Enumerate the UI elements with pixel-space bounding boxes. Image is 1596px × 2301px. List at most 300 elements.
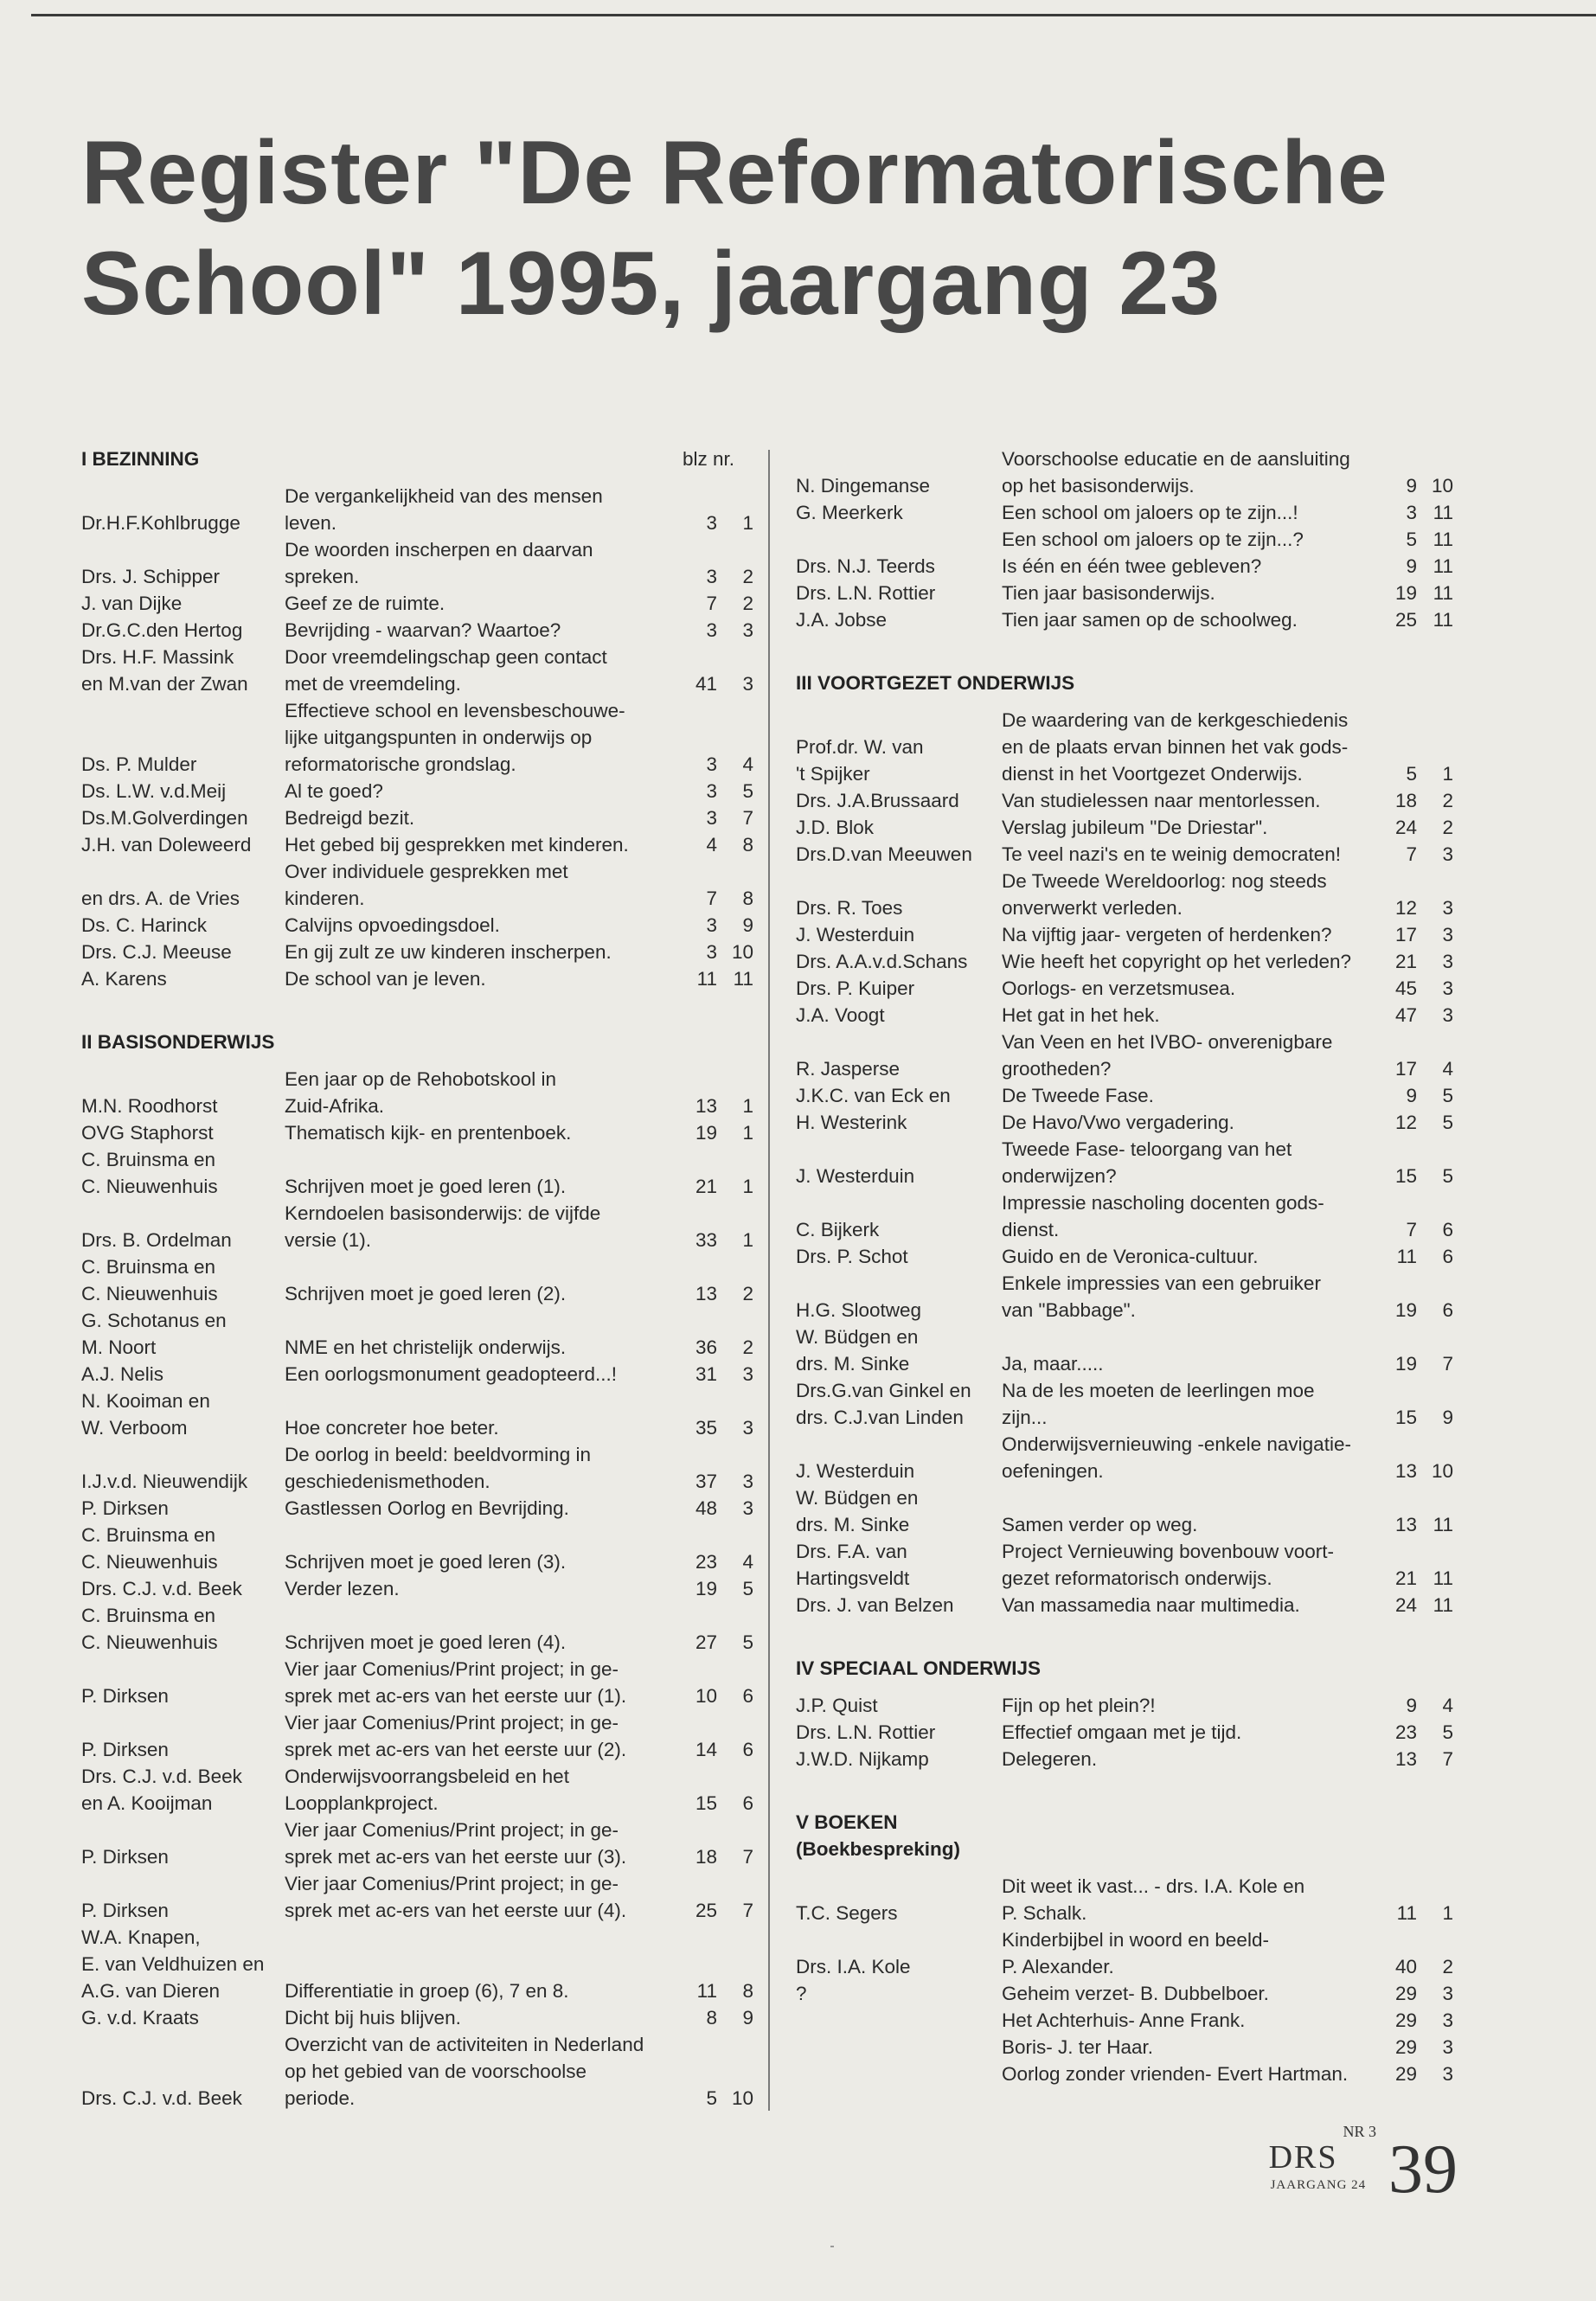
entry-issue: 7 [742, 807, 753, 829]
section-3-header [796, 670, 1462, 696]
entry-page: 3 [706, 807, 717, 829]
index-entry [796, 1746, 1462, 1772]
index-entry [796, 1324, 1462, 1377]
entry-author: Drs. J. Schipper [81, 566, 221, 587]
index-entry [81, 1495, 769, 1522]
entry-issue: 10 [731, 2087, 753, 2109]
entry-title: Al te goed? [285, 780, 383, 802]
entry-title: Door vreemdelingschap geen contact met de vreemdeling. [285, 646, 607, 695]
entry-title: Wie heeft het copyright op het verleden? [1002, 951, 1352, 972]
entry-issue: 3 [1442, 2036, 1453, 2058]
index-entry [796, 1980, 1462, 2007]
entry-page: 41 [695, 673, 717, 695]
index-entry [81, 1441, 769, 1495]
entry-title: Dit weet ik vast... - drs. I.A. Kole en P. Schalk. [1002, 1875, 1305, 1924]
entry-issue: 5 [1442, 1112, 1453, 1133]
entry-title: Bedreigd bezit. [285, 807, 415, 829]
index-entry [796, 1431, 1462, 1484]
entry-page: 11 [1396, 1902, 1417, 1924]
entry-page: 29 [1394, 2036, 1417, 2058]
entry-page: 15 [1394, 1165, 1417, 1187]
entry-author: Drs. J. van Belzen [796, 1594, 954, 1616]
entry-author: P. Dirksen [81, 1685, 169, 1707]
entry-author: W. Büdgen en drs. M. Sinke [796, 1326, 919, 1375]
print-speck [830, 2246, 834, 2247]
entry-author: J.H. van Doleweerd [81, 834, 252, 856]
index-entry [81, 804, 769, 831]
entry-title: Fijn op het plein?! [1002, 1695, 1156, 1716]
entry-title: Van Veen en het IVBO- onverenigbare grootheden? [1002, 1031, 1333, 1080]
entry-title: Na vijftig jaar- vergeten of herdenken? [1002, 924, 1332, 945]
entry-title: Schrijven moet je goed leren (1). [285, 1176, 567, 1197]
entry-author: Ds.M.Golverdingen [81, 807, 248, 829]
entry-author: Drs. N.J. Teerds [796, 555, 935, 577]
index-entry [796, 1082, 1462, 1109]
index-entry [81, 1870, 769, 1924]
entry-issue: 9 [742, 914, 753, 936]
entry-page: 13 [1394, 1460, 1417, 1482]
index-entry [796, 787, 1462, 814]
entry-author: W. Büdgen en drs. M. Sinke [796, 1487, 919, 1535]
entry-page: 13 [695, 1283, 717, 1304]
entry-issue: 11 [1433, 1514, 1453, 1535]
entry-page: 19 [1394, 1299, 1417, 1321]
entry-page: 29 [1394, 2009, 1417, 2031]
index-entry [81, 1522, 769, 1575]
col-header-blz: blz [682, 448, 708, 470]
entry-author: Drs. C.J. v.d. Beek [81, 2087, 242, 2109]
entry-page: 15 [1394, 1407, 1417, 1428]
entry-page: 9 [1406, 475, 1417, 497]
entry-title: Gastlessen Oorlog en Bevrijding. [285, 1497, 569, 1519]
entry-title: Hoe concreter hoe beter. [285, 1417, 499, 1439]
index-entry [81, 697, 769, 778]
entry-issue: 10 [731, 941, 753, 963]
entry-page: 5 [706, 2087, 717, 2109]
entry-page: 18 [1394, 790, 1417, 811]
entry-author: C. Bruinsma en C. Nieuwenhuis [81, 1524, 218, 1573]
index-entry [81, 1388, 769, 1441]
entry-title: En gij zult ze uw kinderen inscherpen. [285, 941, 612, 963]
index-entry [796, 1243, 1462, 1270]
entry-issue: 2 [742, 1283, 753, 1304]
entry-page: 7 [1406, 1219, 1417, 1240]
entry-author: Drs.D.van Meeuwen [796, 843, 972, 865]
entry-title: De Tweede Fase. [1002, 1085, 1154, 1106]
entry-title: Overzicht van de activiteiten in Nederland op het gebied van de voorschoolse periode. [285, 2034, 644, 2109]
entry-title: Kerndoelen basisonderwijs: de vijfde versie (1). [285, 1202, 601, 1251]
page-footer [1268, 2123, 1458, 2208]
entry-issue: 8 [742, 888, 753, 909]
index-entry [796, 1377, 1462, 1431]
entry-issue: 6 [1442, 1219, 1453, 1240]
entry-author: N. Dingemanse [796, 475, 931, 497]
entry-author: J.A. Jobse [796, 609, 888, 631]
entry-page: 11 [1396, 1246, 1417, 1267]
entry-page: 23 [1394, 1721, 1417, 1743]
index-entry [796, 948, 1462, 975]
entry-page: 21 [695, 1176, 717, 1197]
section-title: II BASISONDERWIJS [81, 1031, 275, 1053]
index-entry [81, 1924, 769, 2004]
entry-issue: 4 [742, 1551, 753, 1573]
entry-issue: 1 [742, 1229, 753, 1251]
index-entry [81, 1709, 769, 1763]
entry-issue: 3 [742, 673, 753, 695]
entry-title: Schrijven moet je goed leren (4). [285, 1631, 567, 1653]
index-entry [81, 1361, 769, 1388]
entry-author: Dr.H.F.Kohlbrugge [81, 512, 240, 534]
index-entry [796, 707, 1462, 787]
index-entry [796, 1029, 1462, 1082]
entry-author: T.C. Segers [796, 1902, 898, 1924]
column-header-blz-nr [683, 445, 734, 472]
index-entry [796, 1484, 1462, 1538]
entry-author: Drs. P. Schot [796, 1246, 908, 1267]
entry-page: 12 [1394, 1112, 1417, 1133]
entry-title: Geheim verzet- B. Dubbelboer. [1002, 1983, 1269, 2004]
entry-title: Verslag jubileum "De Driestar". [1002, 817, 1268, 838]
entry-page: 23 [695, 1551, 717, 1573]
entry-title: Oorlogs- en verzetsmusea. [1002, 977, 1236, 999]
entry-title: Een school om jaloers op te zijn...! [1002, 502, 1298, 523]
entry-author: J.W.D. Nijkamp [796, 1748, 929, 1770]
entry-page: 9 [1406, 555, 1417, 577]
entry-page: 12 [1394, 897, 1417, 919]
entry-title: Tien jaar basisonderwijs. [1002, 582, 1215, 604]
entry-title: Differentiatie in groep (6), 7 en 8. [285, 1980, 569, 2002]
entry-issue: 3 [1442, 843, 1453, 865]
entry-issue: 1 [1442, 763, 1453, 785]
index-entry [796, 606, 1462, 633]
entry-title: Tien jaar samen op de schoolweg. [1002, 609, 1298, 631]
section-3-entries [796, 707, 1462, 1618]
entry-title: De school van je leven. [285, 968, 486, 990]
index-entry [81, 1656, 769, 1709]
entry-author: Drs. P. Kuiper [796, 977, 915, 999]
entry-issue: 11 [1433, 582, 1453, 604]
entry-issue: 1 [742, 1122, 753, 1144]
index-entry [796, 1002, 1462, 1029]
entry-issue: 11 [733, 968, 753, 990]
entry-author: N. Kooiman en W. Verboom [81, 1390, 210, 1439]
entry-title: De Havo/Vwo vergadering. [1002, 1112, 1234, 1133]
entry-page: 45 [1394, 977, 1417, 999]
index-entry [796, 1270, 1462, 1324]
entry-title: Effectieve school en levensbeschouwe- lijke uitgangspunten in onderwijs op reformatorische grondslag. [285, 700, 625, 775]
index-entry [796, 526, 1462, 553]
entry-issue: 5 [1442, 1721, 1453, 1743]
index-entry [81, 939, 769, 965]
entry-author: J.A. Voogt [796, 1004, 885, 1026]
entry-issue: 9 [742, 2007, 753, 2029]
entry-title: Kinderbijbel in woord en beeld- P. Alexander. [1002, 1929, 1269, 1977]
entry-author: J. Westerduin [796, 1165, 915, 1187]
index-entry [796, 1189, 1462, 1243]
entry-author: J.D. Blok [796, 817, 875, 838]
section-title: I BEZINNING [81, 448, 200, 470]
entry-page: 3 [706, 512, 717, 534]
entry-issue: 2 [1442, 817, 1453, 838]
index-entry [81, 483, 769, 536]
entry-author: G. Meerkerk [796, 502, 903, 523]
right-column [796, 445, 1462, 2087]
index-entry [796, 814, 1462, 841]
entry-title: Te veel nazi's en te weinig democraten! [1002, 843, 1342, 865]
entry-author: OVG Staphorst [81, 1122, 214, 1144]
index-entry [81, 1066, 769, 1119]
entry-title: Na de les moeten de leerlingen moe zijn... [1002, 1380, 1315, 1428]
entry-author: C. Bijkerk [796, 1219, 880, 1240]
entry-page: 3 [706, 566, 717, 587]
entry-page: 3 [706, 941, 717, 963]
entry-issue: 7 [742, 1846, 753, 1868]
entry-page: 40 [1394, 1956, 1417, 1977]
entry-author: J.P. Quist [796, 1695, 878, 1716]
index-entry [81, 778, 769, 804]
entry-page: 18 [695, 1846, 717, 1868]
entry-title: Guido en de Veronica-cultuur. [1002, 1246, 1259, 1267]
entry-issue: 2 [1442, 1956, 1453, 1977]
entry-issue: 6 [1442, 1246, 1453, 1267]
entry-page: 29 [1394, 2063, 1417, 2085]
entry-page: 24 [1394, 1594, 1417, 1616]
index-entry [796, 1873, 1462, 1926]
entry-author: J. Westerduin [796, 1460, 915, 1482]
entry-page: 31 [695, 1363, 717, 1385]
entry-issue: 6 [1442, 1299, 1453, 1321]
entry-page: 7 [706, 593, 717, 614]
entry-title: Van massamedia naar multimedia. [1002, 1594, 1300, 1616]
entry-page: 3 [706, 780, 717, 802]
entry-title: De vergankelijkheid van des mensen leven. [285, 485, 603, 534]
entry-page: 37 [695, 1471, 717, 1492]
entry-issue: 9 [1442, 1407, 1453, 1428]
entry-title: Vier jaar Comenius/Print project; in ge- sprek met ac-ers van het eerste uur (3). [285, 1819, 627, 1868]
index-entry [81, 590, 769, 617]
entry-title: Een school om jaloers op te zijn...? [1002, 529, 1304, 550]
entry-page: 21 [1394, 951, 1417, 972]
entry-issue: 11 [1433, 529, 1453, 550]
entry-issue: 1 [1442, 1902, 1453, 1924]
entry-issue: 4 [742, 753, 753, 775]
entry-issue: 5 [1442, 1165, 1453, 1187]
issue-number: NR 3 [1343, 2123, 1376, 2140]
entry-title: Voorschoolse educatie en de aansluiting op het basisonderwijs. [1002, 448, 1350, 497]
index-entry [81, 2031, 769, 2112]
entry-author: Drs. C.J. Meeuse [81, 941, 232, 963]
entry-issue: 2 [742, 1336, 753, 1358]
page-title: Register "De Reformatorische School" 1995, jaargang 23 [81, 123, 1388, 334]
entry-page: 3 [706, 914, 717, 936]
section-1-header [81, 445, 769, 472]
index-entry [796, 499, 1462, 526]
entry-page: 3 [706, 753, 717, 775]
entry-issue: 3 [1442, 2009, 1453, 2031]
entry-author: Drs.G.van Ginkel en drs. C.J.van Linden [796, 1380, 971, 1428]
entry-page: 5 [1406, 763, 1417, 785]
entry-issue: 1 [742, 1095, 753, 1117]
entry-title: Een oorlogsmonument geadopteerd...! [285, 1363, 618, 1385]
index-entry [796, 2034, 1462, 2061]
entry-title: Onderwijsvoorrangsbeleid en het Loopplankproject. [285, 1766, 569, 1814]
index-entry [81, 1119, 769, 1146]
col-header-nr: nr. [712, 448, 734, 470]
index-entry [81, 1817, 769, 1870]
entry-author: M.N. Roodhorst [81, 1095, 218, 1117]
section-2-header [81, 1029, 769, 1055]
entry-author: Ds. L.W. v.d.Meij [81, 780, 227, 802]
index-entry [81, 1575, 769, 1602]
entry-page: 19 [695, 1122, 717, 1144]
entry-title: Onderwijsvernieuwing -enkele navigatie- oefeningen. [1002, 1433, 1351, 1482]
entry-author: P. Dirksen [81, 1846, 169, 1868]
index-entry [81, 858, 769, 912]
entry-page: 3 [706, 619, 717, 641]
entry-issue: 3 [1442, 1004, 1453, 1026]
entry-title: Vier jaar Comenius/Print project; in ge- sprek met ac-ers van het eerste uur (2). [285, 1712, 627, 1760]
entry-issue: 7 [1442, 1748, 1453, 1770]
index-entry [796, 975, 1462, 1002]
left-column [81, 445, 769, 2112]
entry-title: Boris- J. ter Haar. [1002, 2036, 1154, 2058]
entry-title: Schrijven moet je goed leren (3). [285, 1551, 567, 1573]
entry-issue: 4 [1442, 1695, 1453, 1716]
entry-page: 19 [1394, 582, 1417, 604]
entry-author: Dr.G.C.den Hertog [81, 619, 243, 641]
entry-issue: 1 [742, 1176, 753, 1197]
entry-page: 15 [695, 1792, 717, 1814]
entry-page: 29 [1394, 1983, 1417, 2004]
entry-title: De waardering van de kerkgeschiedenis en de plaats ervan binnen het vak gods- dienst in het Voortgezet Onderwijs. [1002, 709, 1349, 785]
entry-issue: 3 [1442, 1983, 1453, 2004]
entry-title: Thematisch kijk- en prentenboek. [285, 1122, 572, 1144]
index-entry [81, 1146, 769, 1200]
entry-author: A. Karens [81, 968, 167, 990]
section-4-header [796, 1655, 1462, 1682]
entry-title: Van studielessen naar mentorlessen. [1002, 790, 1321, 811]
entry-page: 7 [706, 888, 717, 909]
index-entry [796, 2061, 1462, 2087]
entry-title: Schrijven moet je goed leren (2). [285, 1283, 567, 1304]
entry-title: De Tweede Wereldoorlog: nog steeds onverwerkt verleden. [1002, 870, 1327, 919]
entry-title: Calvijns opvoedingsdoel. [285, 914, 500, 936]
top-rule [31, 14, 1596, 16]
entry-issue: 11 [1433, 1594, 1453, 1616]
entry-page: 8 [706, 2007, 717, 2029]
index-entry [796, 1926, 1462, 1980]
entry-title: Impressie nascholing docenten gods- dienst. [1002, 1192, 1324, 1240]
entry-author: Ds. C. Harinck [81, 914, 208, 936]
magazine-name: DRS [1268, 2139, 1338, 2176]
entry-author: I.J.v.d. Nieuwendijk [81, 1471, 248, 1492]
index-entry [81, 1307, 769, 1361]
entry-issue: 8 [742, 1980, 753, 2002]
entry-issue: 6 [742, 1685, 753, 1707]
entry-title: Verder lezen. [285, 1578, 400, 1599]
index-entry [796, 1538, 1462, 1592]
entry-issue: 2 [1442, 790, 1453, 811]
index-entry [81, 617, 769, 644]
section-title: IV SPECIAAL ONDERWIJS [796, 1657, 1041, 1679]
entry-author: G. v.d. Kraats [81, 2007, 199, 2029]
entry-page: 11 [696, 968, 717, 990]
entry-issue: 3 [742, 1497, 753, 1519]
entry-author: H.G. Slootweg [796, 1299, 922, 1321]
index-entry [81, 1602, 769, 1656]
entry-issue: 11 [1433, 555, 1453, 577]
entry-issue: 11 [1433, 502, 1453, 523]
entry-author: P. Dirksen [81, 1739, 169, 1760]
entry-issue: 3 [742, 619, 753, 641]
entry-author: ? [796, 1983, 807, 2004]
entry-page: 19 [695, 1578, 717, 1599]
entry-title: Ja, maar..... [1002, 1353, 1104, 1375]
entry-author: Drs. I.A. Kole [796, 1956, 911, 1977]
entry-page: 47 [1394, 1004, 1417, 1026]
index-entry [81, 1763, 769, 1817]
entry-page: 33 [695, 1229, 717, 1251]
entry-author: Drs. J.A.Brussaard [796, 790, 959, 811]
index-entry [81, 536, 769, 590]
entry-issue: 3 [1442, 977, 1453, 999]
index-entry [796, 445, 1462, 499]
entry-issue: 6 [742, 1792, 753, 1814]
entry-page: 21 [1394, 1567, 1417, 1589]
index-entry [81, 831, 769, 858]
entry-issue: 3 [742, 1363, 753, 1385]
entry-author: A.J. Nelis [81, 1363, 164, 1385]
entry-page: 17 [1394, 924, 1417, 945]
index-entry [81, 644, 769, 697]
entry-page: 3 [1406, 502, 1417, 523]
index-entry [796, 580, 1462, 606]
index-entry [81, 912, 769, 939]
volume-label: JAARGANG 24 [1270, 2178, 1367, 2192]
entry-author: en drs. A. de Vries [81, 888, 240, 909]
entry-issue: 3 [1442, 897, 1453, 919]
entry-title: Enkele impressies van een gebruiker van "Babbage". [1002, 1272, 1321, 1321]
index-entry [796, 1109, 1462, 1136]
section-2-continued-entries [796, 445, 1462, 633]
entry-page: 13 [1394, 1514, 1417, 1535]
section-title: III VOORTGEZET ONDERWIJS [796, 672, 1075, 694]
entry-author: Drs. R. Toes [796, 897, 903, 919]
entry-page: 13 [1394, 1748, 1417, 1770]
entry-author: R. Jasperse [796, 1058, 901, 1080]
entry-page: 25 [695, 1900, 717, 1921]
footer-masthead [1268, 2123, 1376, 2201]
entry-page: 9 [1406, 1695, 1417, 1716]
entry-author: C. Bruinsma en C. Nieuwenhuis [81, 1605, 218, 1653]
entry-author: P. Dirksen [81, 1497, 169, 1519]
entry-title: Effectief omgaan met je tijd. [1002, 1721, 1242, 1743]
index-entry [796, 2007, 1462, 2034]
entry-issue: 3 [1442, 2063, 1453, 2085]
entry-page: 7 [1406, 843, 1417, 865]
entry-issue: 3 [1442, 951, 1453, 972]
index-entry [796, 1592, 1462, 1618]
entry-page: 4 [706, 834, 717, 856]
entry-page: 25 [1394, 609, 1417, 631]
entry-author: Ds. P. Mulder [81, 753, 197, 775]
index-entry [81, 1253, 769, 1307]
entry-author: J. Westerduin [796, 924, 915, 945]
index-entry [796, 1719, 1462, 1746]
entry-issue: 1 [742, 512, 753, 534]
entry-author: J.K.C. van Eck en [796, 1085, 951, 1106]
entry-issue: 4 [1442, 1058, 1453, 1080]
